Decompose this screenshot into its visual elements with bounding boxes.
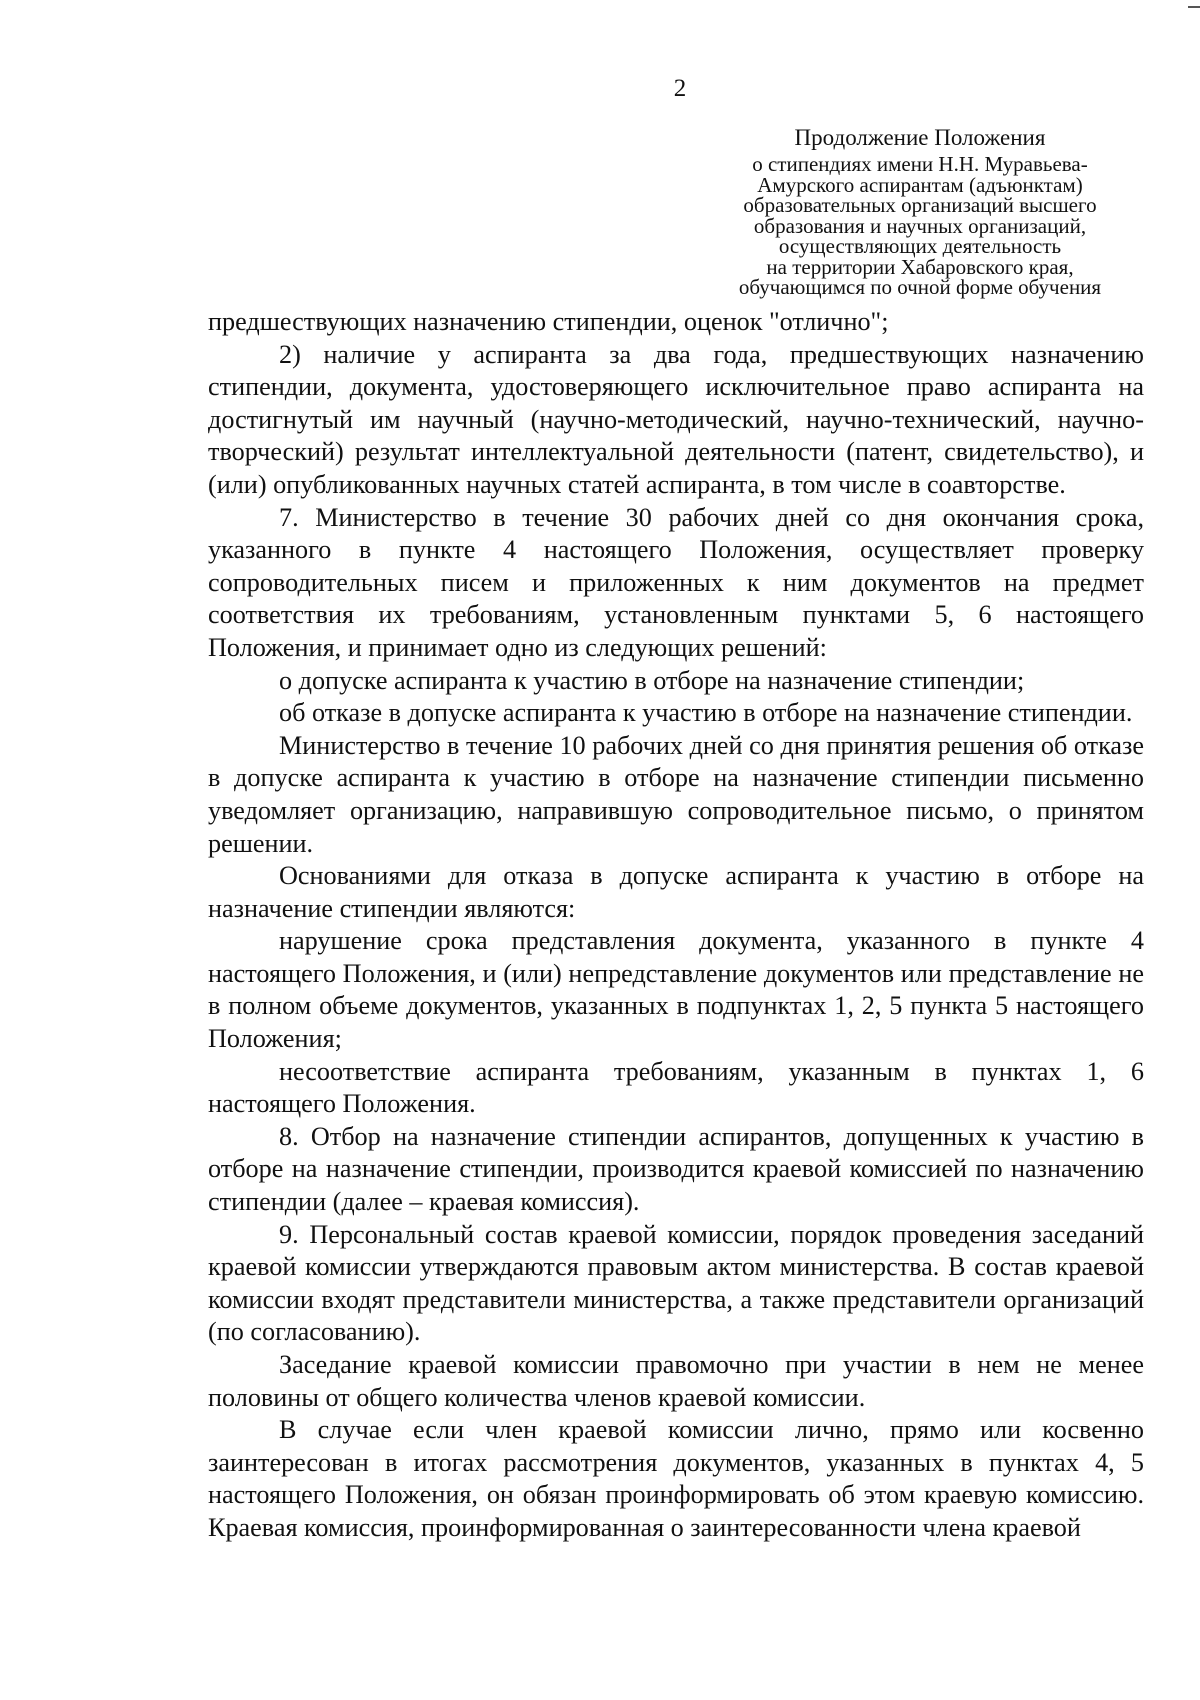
paragraph-decision-refuse: об отказе в допуске аспиранта к участию в отборе на назначение стипендии. (279, 698, 1133, 728)
paragraph-clause-9: 9. Персональный состав краевой комиссии, порядок проведения заседаний краевой комиссии утверждаются правовым актом министерства. В состав краевой комиссии входят представители министерства, а также представители организаций (по согласованию). (208, 1219, 1144, 1347)
scan-edge-mark (1188, 6, 1200, 8)
paragraph-ground-deadline: нарушение срока представления документа, указанного в пункте 4 настоящего Положения, и (или) непредставление документов или представление не в полном объеме документов, указанных в подпунктах 1, 2, 5 пункта 5 настоящего Положения; (208, 926, 1144, 1054)
page-number: 2 (673, 75, 687, 102)
header-line: обучающимся по очной форме обучения (738, 275, 1102, 299)
header-line: о стипендиях имени Н.Н. Муравьева- (752, 152, 1088, 176)
paragraph-decision-admit: о допуске аспиранта к участию в отборе на назначение стипендии; (279, 665, 1025, 695)
paragraph-ground-mismatch: несоответствие аспиранта требованиям, указанным в пунктах 1, 6 настоящего Положения. (208, 1056, 1144, 1119)
document-header (700, 124, 1140, 298)
paragraph-continuation: предшествующих назначению стипендии, оценок "отлично"; (208, 307, 889, 336)
paragraph-clause-8: 8. Отбор на назначение стипендии аспирантов, допущенных к участию в отборе на назначение стипендии, производится краевой комиссией по назначению стипендии (далее – краевая комиссия). (208, 1121, 1144, 1217)
paragraph-refusal-grounds: Основаниями для отказа в допуске аспиранта к участию в отборе на назначение стипендии являются: (208, 861, 1144, 923)
header-line: осуществляющих деятельность (778, 234, 1062, 258)
header-title: Продолжение Положения (794, 125, 1046, 150)
paragraph-conflict-of-interest: В случае если член краевой комиссии лично, прямо или косвенно заинтересован в итогах рассмотрения документов, указанных в пунктах 4, 5 настоящего Положения, он обязан проинформировать об этом краевую комиссию. Краевая комиссия, проинформированная о заинтересованности члена краевой (208, 1415, 1144, 1542)
header-line: на территории Хабаровского края, (766, 254, 1074, 279)
paragraph-clause-7: 7. Министерство в течение 30 рабочих дней со дня окончания срока, указанного в пункте 4 настоящего Положения, осуществляет проверку сопроводительных писем и приложенных к ним документов на предмет соответствия их требованиям, установленным пунктами 5, 6 настоящего Положения, и принимает одно из следующих решений: (208, 502, 1144, 662)
paragraph-notification: Министерство в течение 10 рабочих дней со дня принятия решения об отказе в допуске аспиранта к участию в отборе на назначение стипендии письменно уведомляет организацию, направившую сопроводительное письмо, о принятом решении. (208, 730, 1144, 858)
header-line: Амурского аспирантам (адъюнктам) (757, 172, 1083, 197)
header-line: образования и научных организаций, (753, 213, 1087, 238)
paragraph-subitem-2: 2) наличие у аспиранта за два года, предшествующих назначению стипендии, документа, удостоверяющего исключительное право аспиранта на достигнутый им научный (научно-методический, научно-технический, научно-творческий) результат интеллектуальной деятельности (патент, свидетельство), и (или) опубликованных научных статей аспиранта, в том числе в соавторстве. (208, 339, 1144, 499)
paragraph-quorum: Заседание краевой комиссии правомочно при участии в нем не менее половины от общего количества членов краевой комиссии. (208, 1350, 1144, 1412)
document-body (208, 306, 1144, 1545)
header-line: образовательных организаций высшего (743, 193, 1097, 217)
